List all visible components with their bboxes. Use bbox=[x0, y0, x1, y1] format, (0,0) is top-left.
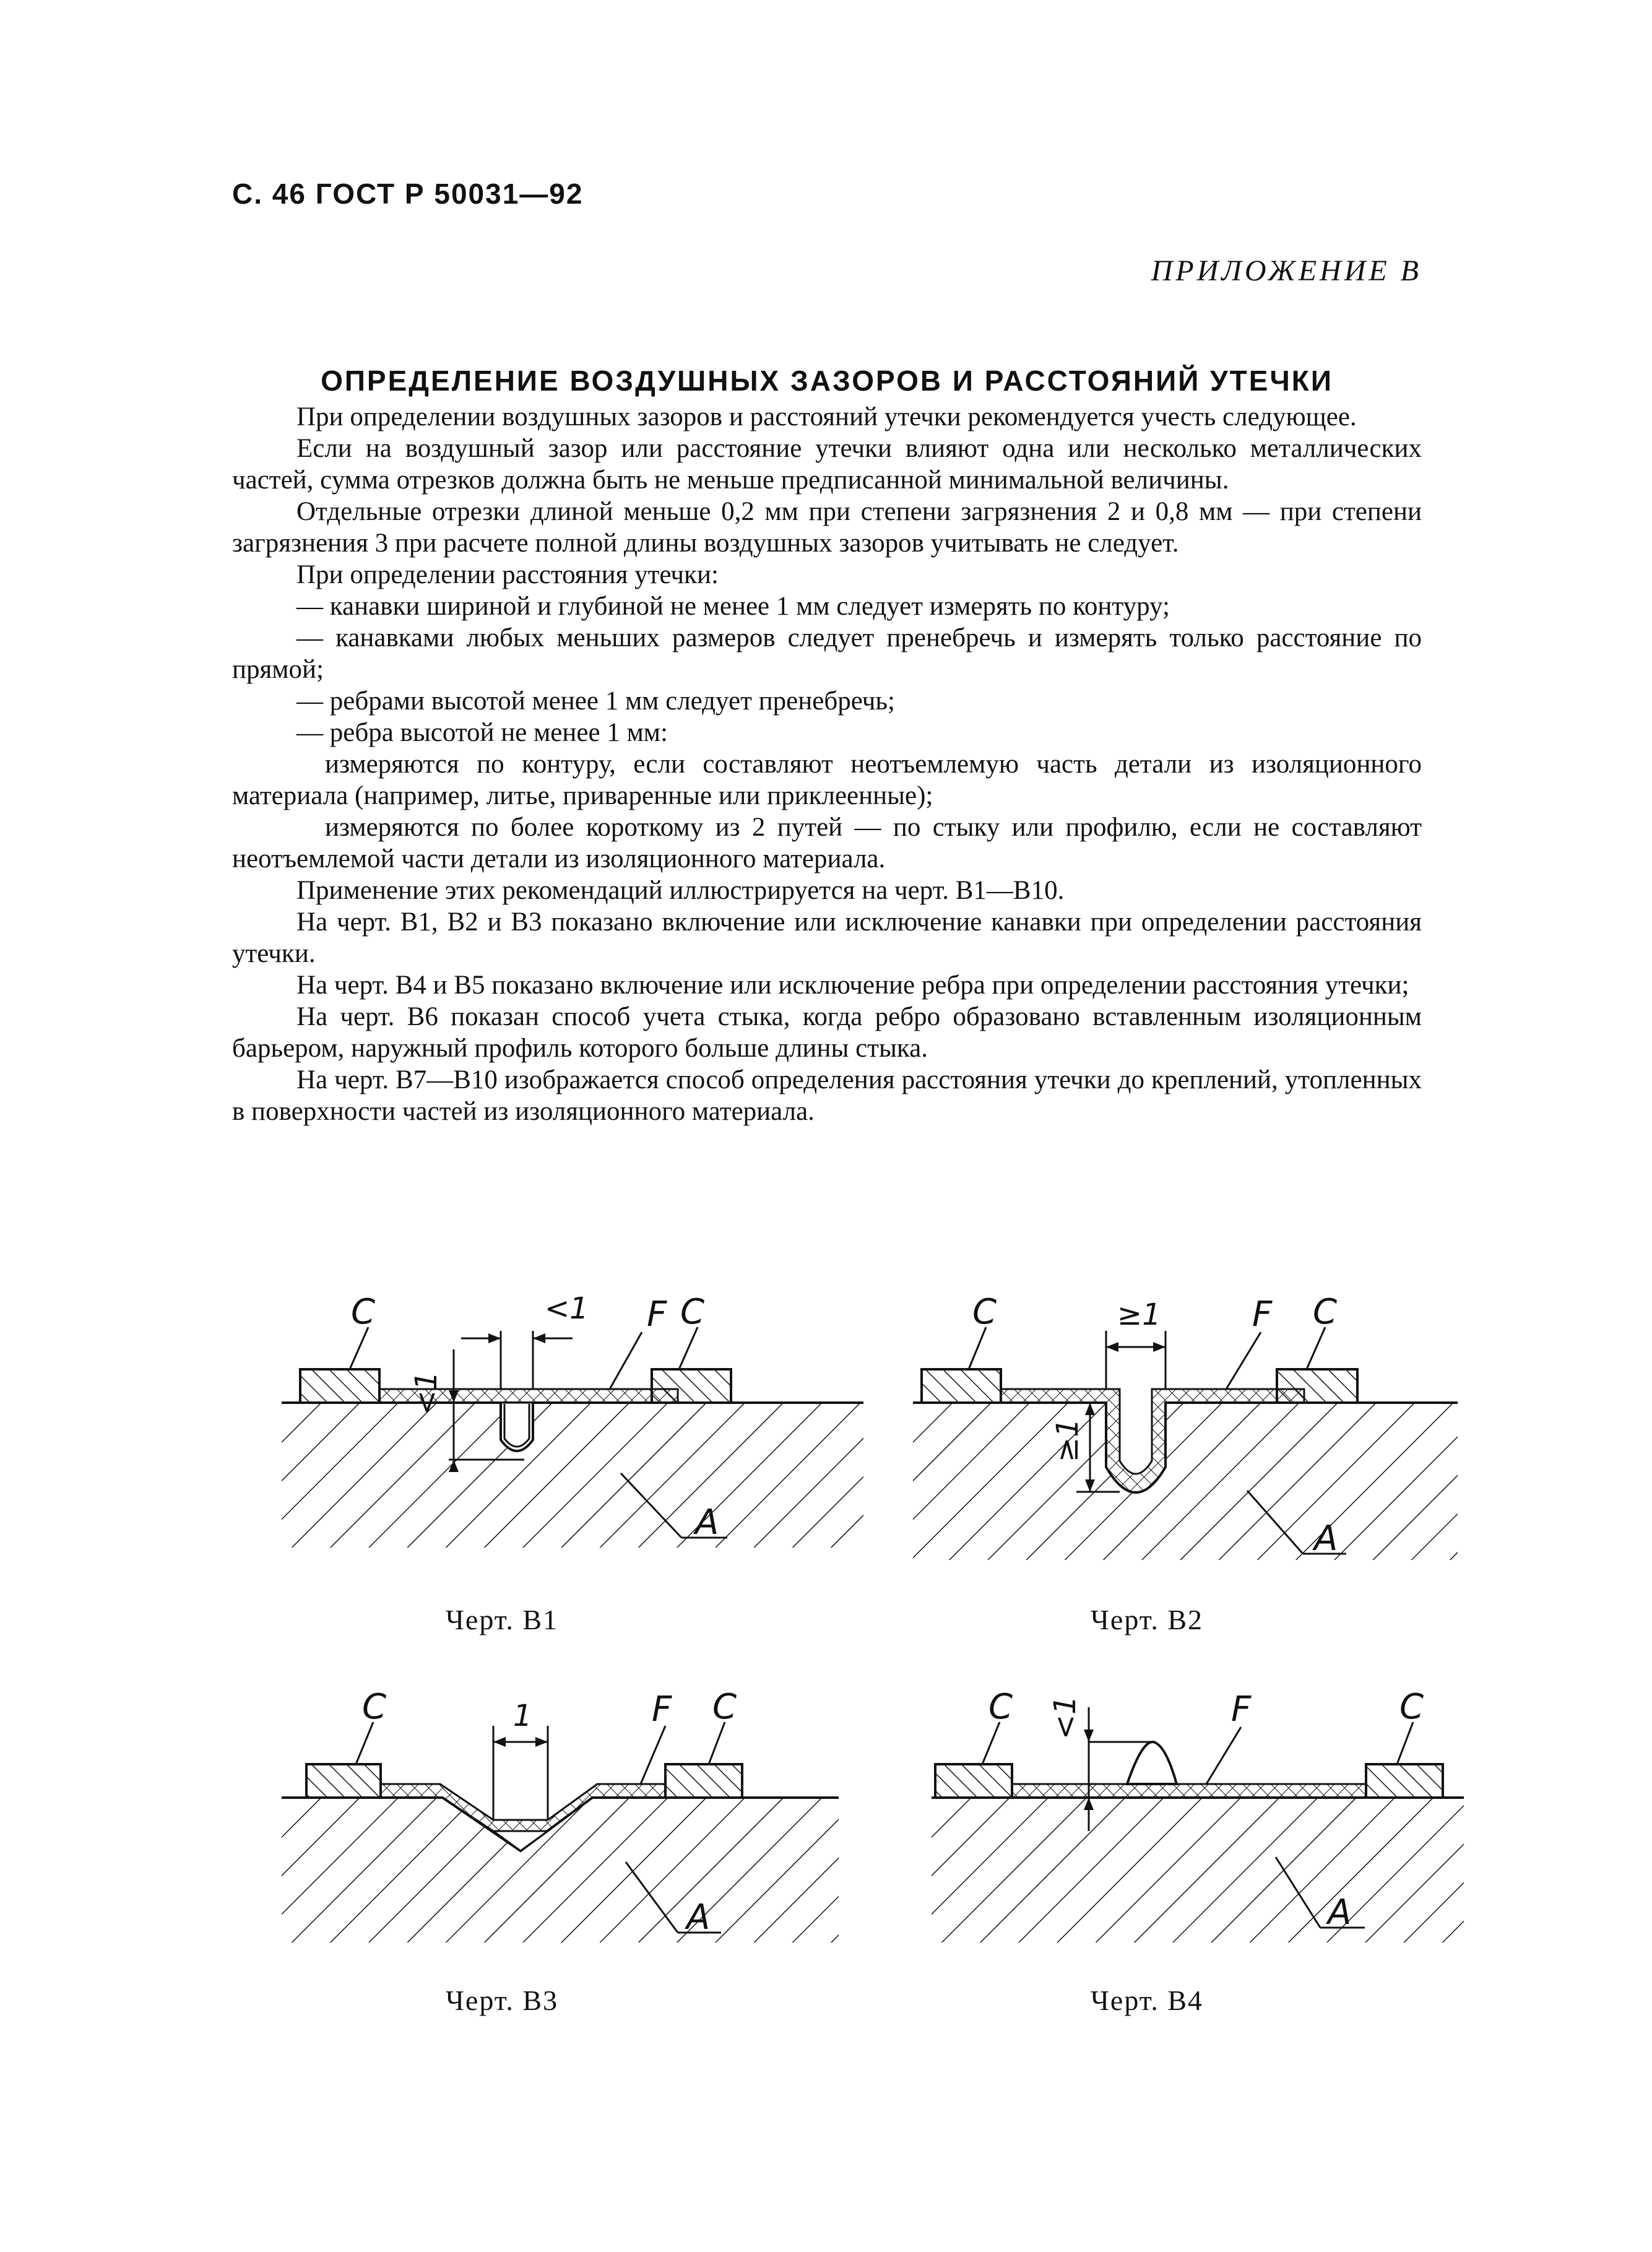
label-c-right: C bbox=[680, 1292, 705, 1332]
figure-b3-drawing bbox=[282, 1683, 839, 1955]
figure-b4-drawing bbox=[932, 1683, 1464, 1955]
sub-item: измеряются по более короткому из 2 путей — по стыку или профилю, если не составляют неотъемлемой части детали из изоляционного материала. bbox=[232, 813, 1422, 873]
base-material-a bbox=[282, 1403, 863, 1548]
figure-b3 bbox=[282, 1683, 839, 1955]
conductor-c-left bbox=[300, 1369, 379, 1403]
dim-rib-height: <1 bbox=[1048, 1695, 1083, 1739]
label-c-left: C bbox=[351, 1292, 376, 1332]
label-c-left: C bbox=[988, 1687, 1013, 1727]
sub-item: измеряются по контуру, если составляют неотъемлемую часть детали из изоляционного материала (например, литье, приваренные или приклеенные); bbox=[232, 750, 1422, 810]
paragraph: На черт. В1, В2 и В3 показано включение или исключение канавки при определении расстояния утечки. bbox=[232, 907, 1422, 968]
figure-b4-caption: Черт. В4 bbox=[1091, 1985, 1204, 2016]
paragraph: При определении воздушных зазоров и расстояний утечки рекомендуется учесть следующее. bbox=[296, 402, 1357, 431]
label-c-left: C bbox=[972, 1292, 997, 1332]
paragraph: На черт. В4 и В5 показано включение или исключение ребра при определении расстояния утечки; bbox=[296, 971, 1409, 1000]
appendix-label: ПРИЛОЖЕНИЕ В bbox=[1151, 254, 1422, 287]
figure-b3-caption: Черт. В3 bbox=[446, 1985, 559, 2016]
rib bbox=[1127, 1742, 1177, 1784]
figure-b4 bbox=[932, 1683, 1464, 1955]
conductor-c-left bbox=[922, 1369, 1001, 1403]
label-c-right: C bbox=[1313, 1292, 1338, 1332]
label-c-right: C bbox=[1399, 1687, 1424, 1727]
label-f: F bbox=[652, 1689, 672, 1730]
dim-groove-depth: ≥1 bbox=[1050, 1418, 1085, 1462]
conductor-c-left bbox=[935, 1764, 1012, 1798]
conductor-c-right bbox=[1277, 1369, 1357, 1403]
base-material-a bbox=[932, 1798, 1464, 1942]
figure-b1 bbox=[282, 1288, 863, 1560]
conductor-c-right bbox=[665, 1764, 742, 1798]
dim-groove-width: ≥1 bbox=[1117, 1297, 1161, 1332]
label-c-left: C bbox=[362, 1687, 387, 1727]
paragraph: Если на воздушный зазор или расстояние утечки влияют одна или несколько металлических частей, сумма отрезков должна быть не меньше предписанной минимальной величины. bbox=[232, 434, 1422, 495]
figure-b2-caption: Черт. В2 bbox=[1091, 1604, 1204, 1635]
label-f: F bbox=[647, 1294, 667, 1335]
dim-groove-width: 1 bbox=[513, 1699, 532, 1733]
conductor-c-right bbox=[652, 1369, 731, 1403]
figure-b2-drawing bbox=[913, 1288, 1458, 1572]
page-reference: С. 46 ГОСТ Р 50031—92 bbox=[232, 178, 584, 210]
figure-b1-caption: Черт. В1 bbox=[446, 1604, 559, 1635]
list-item: — канавками любых меньших размеров следует пренебречь и измерять только расстояние по прямой; bbox=[232, 623, 1422, 684]
base-material-a bbox=[913, 1403, 1458, 1560]
paragraph: На черт. В7—В10 изображается способ определения расстояния утечки до креплений, утопленных в поверхности частей из изоляционного материала. bbox=[232, 1065, 1422, 1126]
paragraph: На черт. В6 показан способ учета стыка, когда ребро образовано вставленным изоляционным барьером, наружный профиль которого больше длины стыка. bbox=[232, 1002, 1422, 1063]
label-a: A bbox=[1314, 1518, 1338, 1559]
paragraph: При определении расстояния утечки: bbox=[296, 560, 719, 589]
dim-groove-width: <1 bbox=[545, 1291, 589, 1326]
label-a: A bbox=[686, 1897, 711, 1938]
figure-b2 bbox=[913, 1288, 1458, 1572]
figure-b1-drawing bbox=[282, 1288, 863, 1560]
paragraph: Отдельные отрезки длиной меньше 0,2 мм при степени загрязнения 2 и 0,8 мм — при степени загрязнения 3 при расчете полной длины воздушных зазоров учитывать не следует. bbox=[232, 497, 1422, 558]
section-title: ОПРЕДЕЛЕНИЕ ВОЗДУШНЫХ ЗАЗОРОВ И РАССТОЯНИЙ УТЕЧКИ bbox=[321, 365, 1333, 397]
list-item: — ребра высотой не менее 1 мм: bbox=[296, 718, 668, 747]
label-c-right: C bbox=[712, 1687, 737, 1727]
insulation-layer-f bbox=[1012, 1784, 1366, 1798]
body-text bbox=[232, 401, 1422, 1127]
conductor-c-right bbox=[1366, 1764, 1443, 1798]
conductor-c-left bbox=[306, 1764, 381, 1798]
dim-groove-depth: <1 bbox=[409, 1371, 444, 1415]
list-item: — канавки шириной и глубиной не менее 1 мм следует измерять по контуру; bbox=[296, 592, 1170, 621]
label-f: F bbox=[1252, 1294, 1273, 1335]
label-f: F bbox=[1231, 1689, 1252, 1730]
label-a: A bbox=[1328, 1892, 1352, 1933]
list-item: — ребрами высотой менее 1 мм следует пренебречь; bbox=[296, 686, 895, 716]
label-a: A bbox=[695, 1502, 719, 1543]
paragraph: Применение этих рекомендаций иллюстрируется на черт. В1—В10. bbox=[296, 876, 1065, 905]
